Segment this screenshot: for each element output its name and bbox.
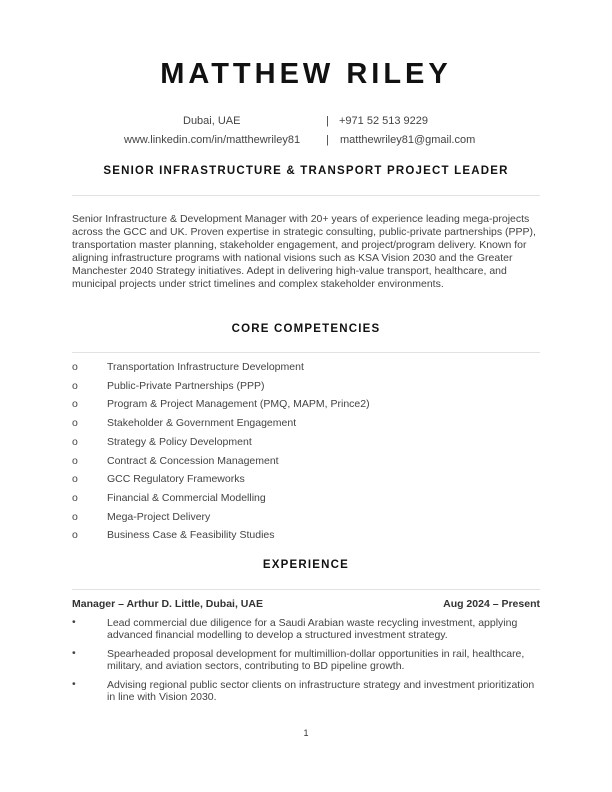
bullet-text: Spearheaded proposal development for multimillion-dollar opportunities in rail, healthcare, military, and aviation sectors, contributing to BD pipeline growth. — [107, 648, 525, 673]
competency-item — [72, 361, 542, 375]
bullet-marker: • — [72, 647, 76, 659]
job-title: Manager – Arthur D. Little, Dubai, UAE — [72, 598, 263, 610]
email-link[interactable]: matthewriley81@gmail.com — [340, 134, 476, 146]
location: Dubai, UAE — [183, 115, 241, 127]
separator: | — [326, 134, 329, 146]
bullet-marker: o — [72, 454, 78, 467]
candidate-name: MATTHEW RILEY — [160, 58, 452, 90]
competency-label: Financial & Commercial Modelling — [107, 491, 266, 504]
competency-item — [72, 473, 542, 487]
headline: SENIOR INFRASTRUCTURE & TRANSPORT PROJECT LEADER — [103, 165, 509, 177]
job-header — [72, 598, 540, 610]
bullet-marker: o — [72, 510, 78, 523]
divider — [72, 589, 540, 590]
competency-item — [72, 511, 542, 525]
competency-item — [72, 380, 542, 394]
bullet-marker: o — [72, 491, 78, 504]
competency-label: Stakeholder & Government Engagement — [107, 417, 297, 430]
competency-label: Business Case & Feasibility Studies — [107, 529, 275, 542]
job-dates: Aug 2024 – Present — [443, 598, 540, 610]
competency-label: Transportation Infrastructure Development — [107, 361, 304, 373]
page-number: 1 — [303, 728, 309, 738]
competency-item — [72, 492, 542, 506]
divider — [72, 195, 540, 196]
summary: Senior Infrastructure & Development Manager with 20+ years of experience leading mega-projects across the GCC and UK. Proven expertise in strategic consulting, public-private partnerships (PPP), transportation master planning, stakeholder engagement, and project/program delivery. Known for aligning infrastructure programs with national visions such as KSA Vision 2030 and the Greater Manchester 2040 Strategy initiatives. Adept in delivering high-value transport, healthcare, and municipal projects under strict timelines and complex stakeholder environments. — [72, 213, 536, 291]
competency-label: GCC Regulatory Frameworks — [107, 473, 245, 486]
competency-item — [72, 398, 542, 412]
bullet-marker: o — [72, 473, 78, 486]
competency-item — [72, 417, 542, 431]
competency-label: Public-Private Partnerships (PPP) — [107, 379, 265, 392]
bullet-marker: • — [72, 616, 76, 628]
bullet-marker: o — [72, 417, 78, 430]
competency-label: Strategy & Policy Development — [107, 435, 252, 448]
bullet-marker: o — [72, 398, 78, 411]
competency-item — [72, 529, 542, 543]
competency-item — [72, 455, 542, 469]
competency-label: Contract & Concession Management — [107, 454, 279, 467]
competencies-heading: CORE COMPETENCIES — [231, 323, 381, 335]
experience-heading: EXPERIENCE — [262, 559, 350, 571]
separator: | — [326, 115, 329, 127]
bullet-marker: o — [72, 379, 78, 392]
competency-label: Program & Project Management (PMQ, MAPM, Prince2) — [107, 398, 370, 411]
competency-label: Mega-Project Delivery — [107, 510, 211, 523]
linkedin-link[interactable]: www.linkedin.com/in/matthewriley81 — [124, 134, 301, 146]
bullet-text: Advising regional public sector clients on infrastructure strategy and investment prioritization in line with Vision 2030. — [107, 679, 535, 704]
bullet-marker: o — [72, 529, 78, 542]
competency-item — [72, 436, 542, 450]
divider — [72, 352, 540, 353]
bullet-marker: • — [72, 678, 76, 690]
bullet-marker: o — [72, 435, 78, 448]
bullet-marker: o — [72, 361, 78, 373]
phone: +971 52 513 9229 — [339, 115, 429, 127]
bullet-text: Lead commercial due diligence for a Saudi Arabian waste recycling investment, applying advanced financial modelling to develop a structured investment strategy. — [107, 617, 518, 642]
